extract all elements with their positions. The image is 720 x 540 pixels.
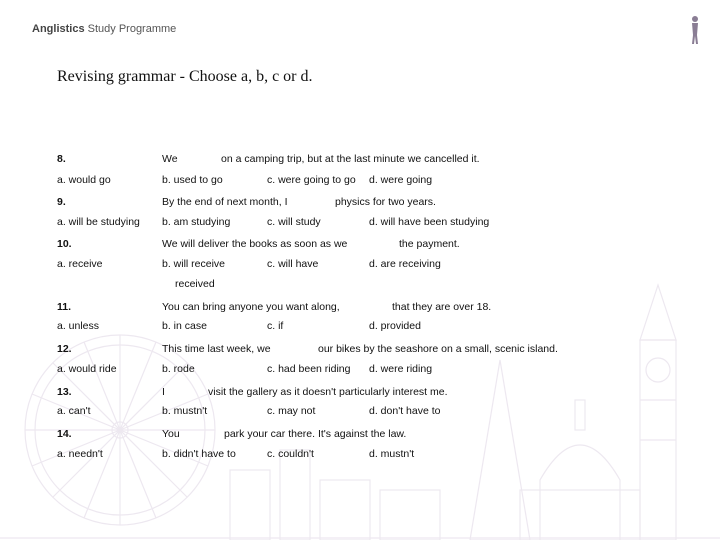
option-a[interactable]: a. would go (57, 174, 111, 186)
question-number: 13. (57, 386, 72, 398)
question-text-after: physics for two years. (335, 196, 436, 208)
question-number: 9. (57, 196, 66, 208)
option-a[interactable]: a. can't (57, 405, 91, 417)
option-b[interactable]: b. didn't have to (162, 448, 236, 460)
programme-header (32, 23, 176, 35)
option-c[interactable]: c. were going to go (267, 174, 356, 186)
option-c[interactable]: c. couldn't (267, 448, 314, 460)
london-skyline-illustration (0, 280, 720, 540)
option-a[interactable]: a. unless (57, 320, 100, 332)
option-a[interactable]: a. needn't (57, 448, 103, 460)
option-b[interactable]: b. in case (162, 320, 207, 332)
question-text-after: on a camping trip, but at the last minute we cancelled it. (221, 153, 480, 165)
option-c[interactable]: c. had been riding (267, 363, 351, 375)
option-a[interactable]: a. would ride (57, 363, 117, 375)
question-text-before: By the end of next month, I (162, 196, 288, 208)
question-number: 11. (57, 301, 72, 313)
question-text-before: I (162, 386, 165, 398)
person-logo-icon (688, 15, 702, 45)
option-d[interactable]: d. mustn't (369, 448, 415, 460)
option-c[interactable]: c. will study (267, 216, 321, 228)
brand-subtitle: Study Programme (87, 23, 177, 35)
question-number: 10. (57, 238, 72, 250)
option-extra[interactable]: received (175, 278, 215, 290)
question-text-after: the payment. (399, 238, 460, 250)
option-c[interactable]: c. may not (267, 405, 316, 417)
option-d[interactable]: d. were riding (369, 363, 433, 375)
brand-name: Anglistics (32, 23, 85, 35)
page-title: Revising grammar - Choose a, b, c or d. (57, 68, 313, 85)
option-c[interactable]: c. will have (267, 258, 319, 270)
question-text-before: This time last week, we (162, 343, 271, 355)
question-text-before: You (162, 428, 180, 440)
question-text-after: visit the gallery as it doesn't particularly interest me. (208, 386, 448, 398)
question-text-after: park your car there. It's against the law. (224, 428, 407, 440)
question-text-after: our bikes by the seashore on a small, scenic island. (318, 343, 558, 355)
option-d[interactable]: d. don't have to (369, 405, 441, 417)
option-a[interactable]: a. will be studying (57, 216, 140, 228)
question-text-before: You can bring anyone you want along, (162, 301, 340, 313)
question-text-after: that they are over 18. (392, 301, 492, 313)
option-b[interactable]: b. will receive (162, 258, 226, 270)
option-b[interactable]: b. am studying (162, 216, 231, 228)
question-number: 14. (57, 428, 72, 440)
option-b[interactable]: b. mustn't (162, 405, 208, 417)
question-number: 8. (57, 153, 66, 165)
question-text-before: We (162, 153, 178, 165)
option-d[interactable]: d. will have been studying (369, 216, 490, 228)
option-c[interactable]: c. if (267, 320, 284, 332)
option-a[interactable]: a. receive (57, 258, 103, 270)
option-b[interactable]: b. rode (162, 363, 195, 375)
question-number: 12. (57, 343, 72, 355)
option-d[interactable]: d. were going (369, 174, 433, 186)
option-b[interactable]: b. used to go (162, 174, 223, 186)
question-text-before: We will deliver the books as soon as we (162, 238, 348, 250)
option-d[interactable]: d. are receiving (369, 258, 441, 270)
option-d[interactable]: d. provided (369, 320, 421, 332)
